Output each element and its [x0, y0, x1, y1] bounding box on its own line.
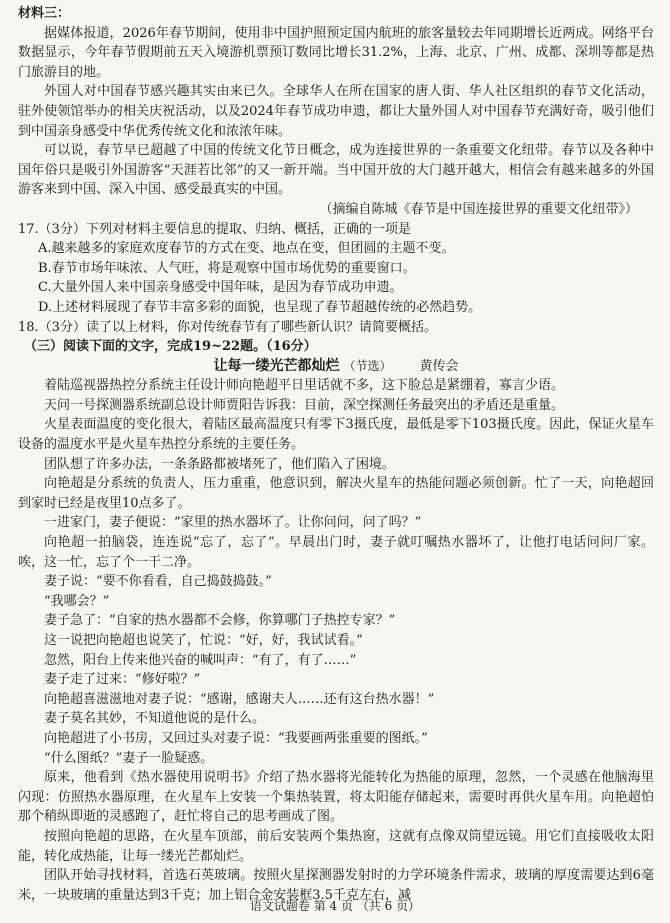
story-paragraph: 妻子走了过来：“修好啦？”: [44, 672, 201, 688]
story-paragraph: 妻子急了：“自家的热水器都不会修，你算哪门子热控专家？”: [44, 613, 396, 629]
story-paragraph: 这一说把向艳超也说笑了，忙说：“好，好，我试试看。”: [44, 633, 363, 648]
question-17-option-a: A.越来越多的家庭欢度春节的方式在变、地点在变，但团圆的主题不变。: [38, 241, 455, 257]
story-paragraph: 团队想了许多办法，一条条路都被堵死了，他们陷入了困境。: [44, 456, 396, 472]
story-author: 黄传会: [419, 358, 459, 374]
story-title: 让每一缕光芒都灿烂: [213, 357, 340, 374]
story-paragraph: 团队开始寻找材料，首选石英玻璃。按照火星探测器发射时的力学环境条件需求，玻璃的厚度需要达到6毫米，一块玻璃的重量达到3千克；加上铝合金安装框3.5千克左右，减: [18, 868, 654, 903]
story-paragraph: 妻子说：“要不你看看，自己捣鼓捣鼓。”: [44, 574, 272, 590]
question-18-stem: 18.（3分）读了以上材料，你对传统春节有了哪些新认识？请简要概括。: [18, 319, 437, 335]
story-paragraph: 向艳超喜滋滋地对妻子说：“感谢，感谢夫人……还有这台热水器！”: [44, 691, 435, 707]
material-3-paragraph-3: 可以说，春节早已超越了中国的传统文化节日概念，成为连接世界的一条重要文化纽带。春节以及各种中国年俗只是吸引外国游客“天涯若比邻”的又一新开端。当中国开放的大门越开越大，相信会有越来越多的外国游客来到中国、深入中国、感受最真实的中国。: [18, 143, 654, 198]
material-3-paragraph-1: 据媒体报道，2026年春节期间，使用非中国护照预定国内航班的旅客量较去年同期增长近两成。网络平台数据显示，今年春节假期前五天入境游机票预订数同比增长31.2%，上海、北京、广州、成都、深圳等都是热门旅游目的地。: [18, 25, 654, 80]
story-paragraph: 忽然，阳台上传来他兴奋的喊叫声：“有了，有了……”: [44, 652, 357, 668]
material-3-heading: 材料三：: [18, 6, 71, 21]
question-17-option-b: B.春节市场年味浓、人气旺，将是观察中国市场优势的重要窗口。: [38, 260, 416, 276]
page-footer: 语文试题卷 第 4 页 （共 6 页）: [249, 899, 421, 914]
story-paragraph: 一进家门，妻子便说：“家里的热水器坏了。让你问问，问了吗？”: [44, 515, 422, 531]
story-paragraph: 原来，他看到《热水器使用说明书》介绍了热水器将光能转化为热能的原理，忽然，一个灵感在他脑海里闪现：仿照热水器原理，在火星车上安装一个集热装置，将太阳能存储起来，需要时再供火星车用。向艳超怕那个稍纵即逝的灵感跑了，赶忙将自己的思考画成了图。: [18, 770, 654, 825]
section-3-heading: （三）阅读下面的文字，完成19~22题。（16分）: [24, 339, 317, 355]
story-title-note: （节选）: [343, 358, 392, 373]
question-17-stem: 17.（3分）下列对材料主要信息的提取、归纳、概括，正确的一项是: [18, 221, 411, 237]
story-paragraph: 按照向艳超的思路，在火星车顶部，前后安装两个集热窗，这就有点像双筒望远镜。用它们直接吸收太阳能，转化成热能，让每一缕光芒都灿烂。: [18, 828, 654, 864]
story-paragraph: 着陆巡视器热控分系统主任设计师向艳超平日里话就不多，这下脸总是紧绷着，寡言少语。: [44, 378, 565, 394]
story-paragraph: “什么图纸？”妻子一脸疑惑。: [44, 750, 214, 766]
story-paragraph: 向艳超一拍脑袋，连连说“忘了，忘了”。早晨出门时，妻子就叮嘱热水器坏了，让他打电话问问厂家。唉，这一忙，忘了个一干二净。: [18, 535, 654, 570]
question-17-option-c: C.大量外国人来中国亲身感受中国年味，是因为春节成功申遗。: [38, 280, 403, 296]
story-paragraph: “我哪会？”: [44, 593, 110, 609]
story-title-line: [18, 357, 654, 377]
story-paragraph: 天问一号探测器系统副总设计师贾阳告诉我：目前，深空探测任务最突出的矛盾还是重量。: [44, 397, 565, 413]
story-paragraph: 火星表面温度的变化很大，着陆区最高温度只有零下3摄氏度，最低是零下103摄氏度。因此，保证火星车设备的温度水平是火星车热控分系统的主要任务。: [18, 417, 654, 453]
story-paragraph: 向艳超进了小书房，又回过头对妻子说：“我要画两张重要的图纸。”: [44, 730, 428, 746]
material-3-source: （摘编自陈城《春节是中国连接世界的重要文化纽带》）: [319, 201, 638, 217]
story-paragraph: 向艳超是分系统的负责人，压力重重，他意识到，解决火星车的热能问题必须创新。忙了一天，向艳超回到家时已经是夜里10点多了。: [18, 476, 654, 511]
story-paragraph: 妻子莫名其妙，不知道他说的是什么。: [44, 711, 266, 727]
material-3-paragraph-2: 外国人对中国春节感兴趣其实由来已久。全球华人在所在国家的唐人街、华人社区组织的春节文化活动，驻外使领馆举办的相关庆祝活动，以及2024年春节成功申遗，都让大量外国人对中国春节充满好奇，吸引他们到中国亲身感受中华优秀传统文化和浓浓年味。: [18, 84, 654, 139]
question-17-option-d: D.上述材料展现了春节丰富多彩的面貌，也呈现了春节超越传统的必然趋势。: [38, 299, 482, 315]
